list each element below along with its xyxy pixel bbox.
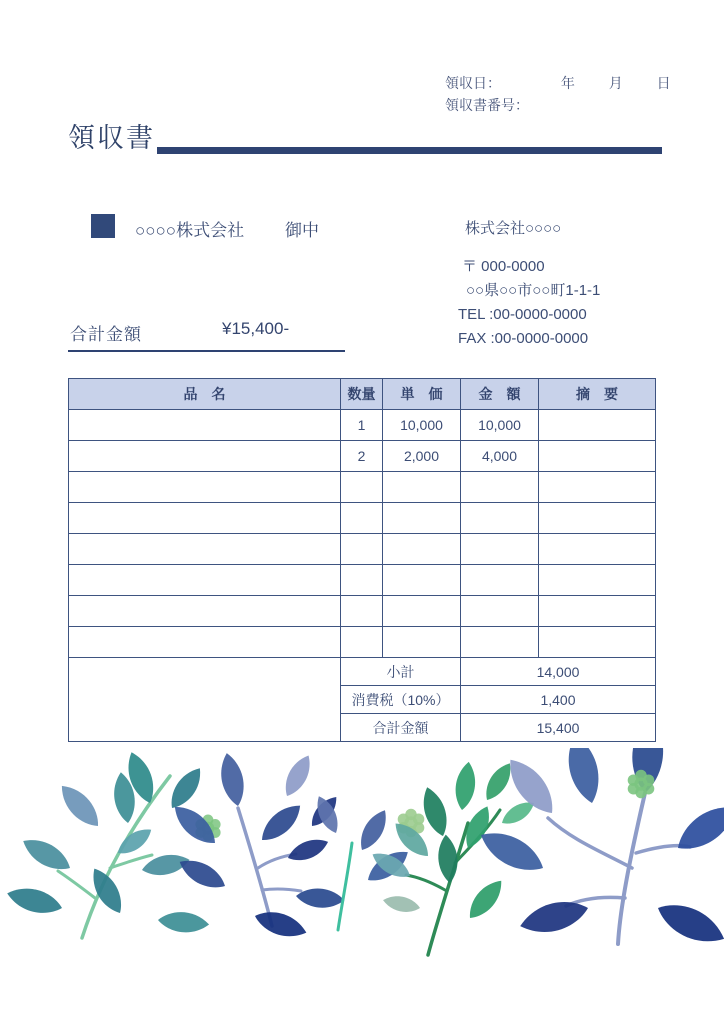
recipient-name: ○○○○株式会社 — [135, 221, 245, 240]
total-amount-label: 合計金額 — [70, 325, 142, 344]
item-cell — [69, 503, 341, 534]
table-row — [69, 441, 656, 472]
unit-price-cell — [383, 534, 461, 565]
note-cell — [539, 627, 656, 658]
total-underline — [68, 350, 345, 352]
amount-cell: 10,000 — [461, 410, 539, 441]
qty-cell: 2 — [341, 441, 383, 472]
qty-cell — [341, 596, 383, 627]
table-row — [69, 472, 656, 503]
note-cell — [539, 503, 656, 534]
table-row — [69, 627, 656, 658]
grand-total-value: 15,400 — [461, 714, 656, 742]
note-cell — [539, 441, 656, 472]
note-cell — [539, 565, 656, 596]
table-header-row — [69, 379, 656, 410]
table-row — [69, 565, 656, 596]
amount-cell: 4,000 — [461, 441, 539, 472]
unit-price-cell: 10,000 — [383, 410, 461, 441]
item-cell — [69, 565, 341, 596]
note-cell — [539, 534, 656, 565]
col-header-unit-price: 単 価 — [383, 379, 461, 410]
item-cell — [69, 472, 341, 503]
total-amount-value: ¥15,400- — [222, 319, 290, 338]
issuer-address: ○○県○○市○○町1-1-1 — [466, 282, 601, 299]
qty-cell: 1 — [341, 410, 383, 441]
col-header-item: 品 名 — [69, 379, 341, 410]
unit-price-cell — [383, 565, 461, 596]
subtotal-value: 14,000 — [461, 658, 656, 686]
receipt-date-row — [445, 72, 720, 94]
amount-cell — [461, 627, 539, 658]
col-header-qty: 数量 — [341, 379, 383, 410]
day-label: 日 — [656, 75, 671, 91]
issuer-postal-code: 〒 000-0000 — [462, 258, 545, 275]
qty-cell — [341, 627, 383, 658]
amount-cell — [461, 565, 539, 596]
receipt-number-label: 領収書番号： — [445, 97, 529, 113]
item-cell — [69, 596, 341, 627]
tax-label: 消費税（10%） — [341, 686, 461, 714]
watercolor-plants-decoration — [0, 748, 724, 978]
page-title: 領収書 — [68, 123, 155, 153]
unit-price-cell — [383, 596, 461, 627]
unit-price-cell: 2,000 — [383, 441, 461, 472]
items-table — [68, 378, 656, 742]
qty-cell — [341, 565, 383, 596]
large-blue-plant — [475, 748, 724, 952]
issuer-tel: TEL :00-0000-0000 — [458, 306, 587, 323]
receipt-date-label: 領収日： — [445, 75, 501, 91]
note-cell — [539, 596, 656, 627]
issuer-fax: FAX :00-0000-0000 — [458, 330, 589, 347]
issuer-address-block — [458, 255, 600, 351]
amount-cell — [461, 472, 539, 503]
subtotal-label: 小計 — [341, 658, 461, 686]
qty-cell — [341, 472, 383, 503]
amount-cell — [461, 596, 539, 627]
note-cell — [539, 410, 656, 441]
item-cell — [69, 627, 341, 658]
table-row — [69, 596, 656, 627]
year-label: 年 — [560, 75, 575, 91]
table-row — [69, 534, 656, 565]
amount-cell — [461, 503, 539, 534]
unit-price-cell — [383, 503, 461, 534]
qty-cell — [341, 503, 383, 534]
col-header-amount: 金 額 — [461, 379, 539, 410]
summary-row — [69, 658, 656, 686]
receipt-number-row — [445, 94, 720, 116]
issuer-name: 株式会社○○○○ — [465, 220, 562, 237]
summary-blank-cell — [69, 658, 341, 742]
unit-price-cell — [383, 627, 461, 658]
month-label: 月 — [608, 75, 623, 91]
table-row — [69, 410, 656, 441]
tax-value: 1,400 — [461, 686, 656, 714]
recipient-honorific: 御中 — [285, 221, 319, 240]
teal-branch — [4, 749, 210, 938]
item-cell — [69, 441, 341, 472]
item-cell — [69, 534, 341, 565]
qty-cell — [341, 534, 383, 565]
table-row — [69, 503, 656, 534]
square-bullet-icon — [91, 214, 115, 238]
title-underline — [157, 147, 662, 154]
col-header-note: 摘 要 — [539, 379, 656, 410]
grand-total-label: 合計金額 — [341, 714, 461, 742]
amount-cell — [461, 534, 539, 565]
unit-price-cell — [383, 472, 461, 503]
receipt-meta — [445, 72, 720, 116]
note-cell — [539, 472, 656, 503]
item-cell — [69, 410, 341, 441]
